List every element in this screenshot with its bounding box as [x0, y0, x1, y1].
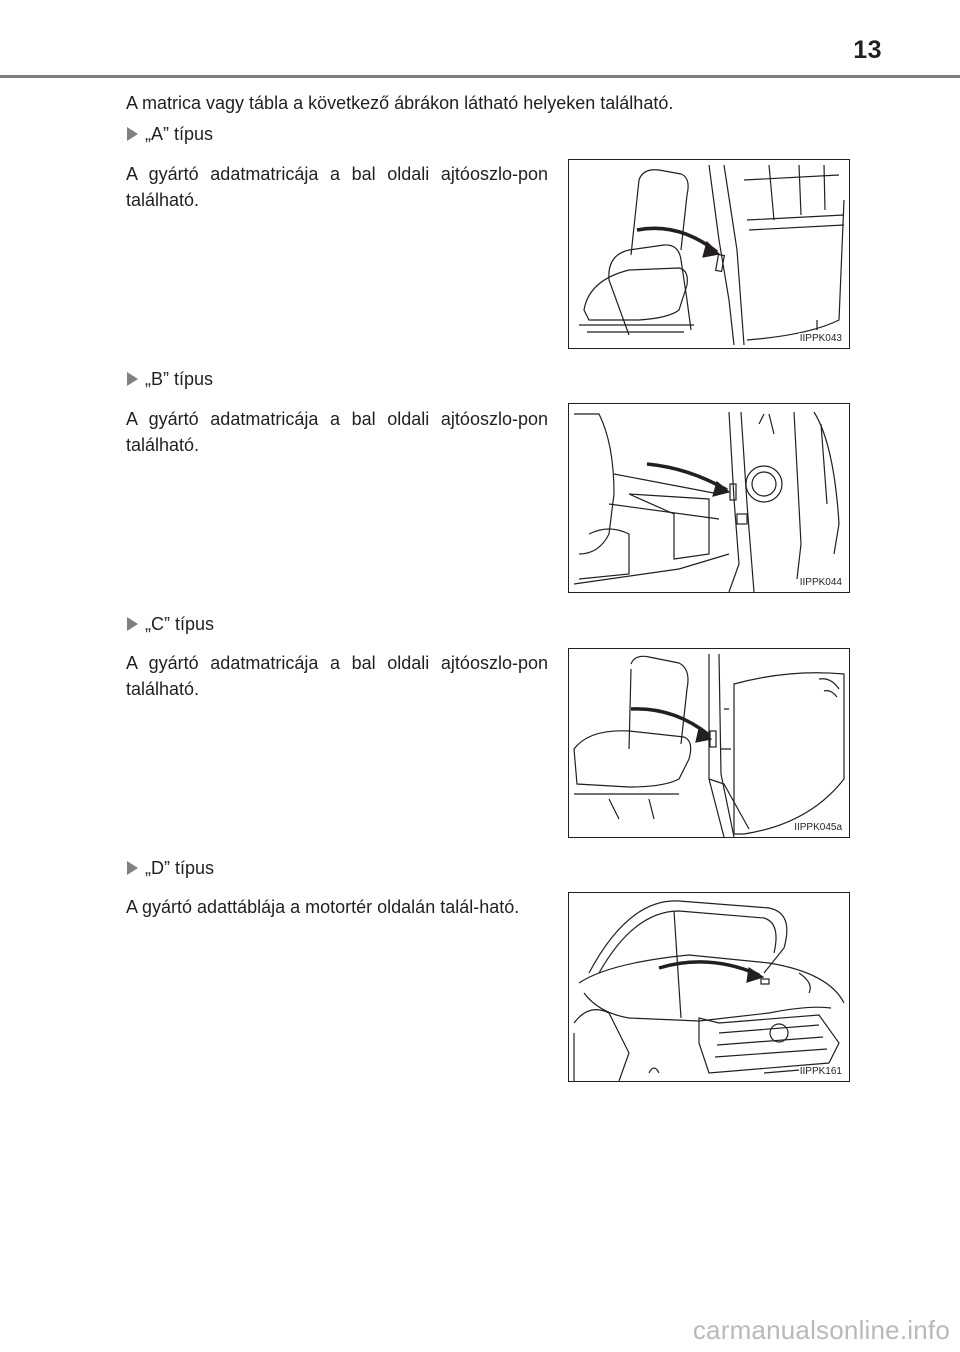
figure-code-b: IIPPK044 [799, 577, 842, 588]
type-c-description: A gyártó adatmatricája a bal oldali ajtóoszlo-pon található. [126, 653, 548, 699]
intro-text: A matrica vagy tábla a következő ábrákon látható helyeken található. [126, 93, 674, 113]
figure-code-c: IIPPK045a [794, 822, 842, 833]
header-rule [0, 75, 960, 78]
figure-type-c [568, 648, 850, 838]
watermark: carmanualsonline.info [692, 1315, 950, 1345]
type-c-label: „C” típus [145, 614, 215, 634]
type-a-heading [127, 121, 213, 147]
page-number: 13 [853, 36, 882, 64]
figure-type-a [568, 159, 850, 349]
figure-code-a: IIPPK043 [799, 333, 842, 344]
triangle-bullet-icon [127, 617, 138, 631]
type-c-heading [127, 611, 214, 637]
triangle-bullet-icon [127, 127, 138, 141]
figure-code-d: IIPPK161 [799, 1066, 842, 1077]
engine-compartment-illustration [569, 893, 849, 1081]
type-a-label: „A” típus [145, 124, 214, 144]
figure-type-d [568, 892, 850, 1082]
type-b-label: „B” típus [145, 369, 214, 389]
triangle-bullet-icon [127, 861, 138, 875]
seat-door-pillar-illustration [569, 160, 849, 348]
type-a-description: A gyártó adatmatricája a bal oldali ajtóoszlo-pon található. [126, 164, 548, 210]
seat-b-pillar-illustration [569, 649, 849, 837]
type-d-description: A gyártó adattáblája a motortér oldalán talál-ható. [126, 897, 520, 917]
type-b-heading [127, 366, 213, 392]
rear-seat-door-pillar-illustration [569, 404, 849, 592]
type-b-description: A gyártó adatmatricája a bal oldali ajtóoszlo-pon található. [126, 409, 548, 455]
triangle-bullet-icon [127, 372, 138, 386]
figure-type-b [568, 403, 850, 593]
type-d-heading [127, 855, 214, 881]
type-d-label: „D” típus [145, 858, 215, 878]
